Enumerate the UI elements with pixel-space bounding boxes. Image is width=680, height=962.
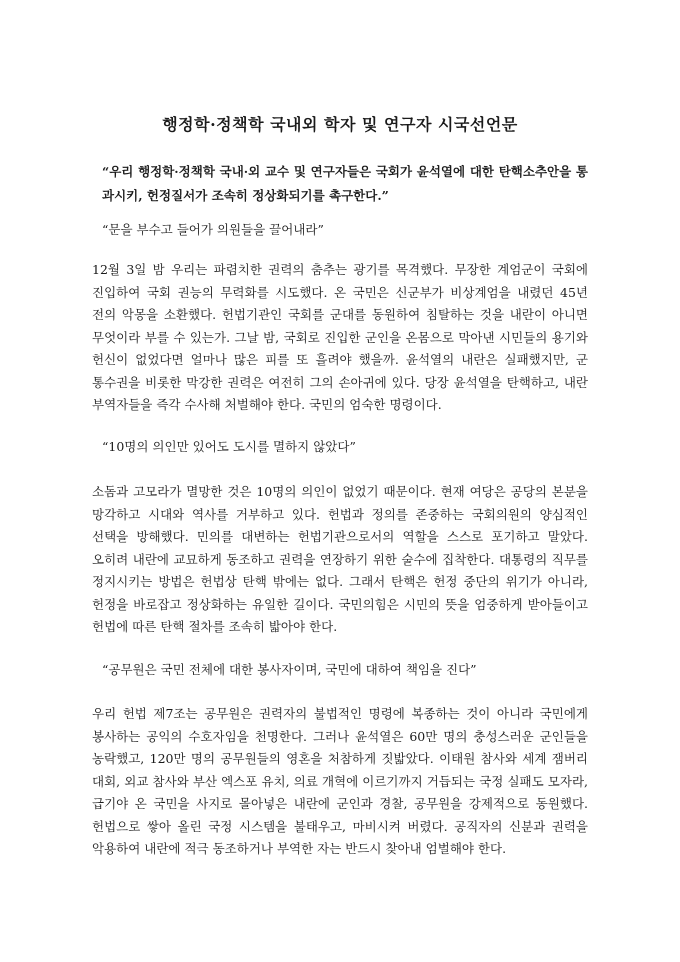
document-title: 행정학·정책학 국내외 학자 및 연구자 시국선언문 (162, 115, 518, 134)
section-3-subtitle: “공무원은 국민 전체에 대한 봉사자이며, 국민에 대하여 책임을 진다” (102, 662, 477, 677)
section-3-body: 우리 헌법 제7조는 공무원은 권력자의 불법적인 명령에 복종하는 것이 아니라 국민에게 봉사하는 공익의 수호자임을 천명한다. 그러나 윤석열은 60만 명의 충성스러운 군인들을 농락했고, 120만 명의 공무원들의 영혼을 처참하게 짓밟았다. 이태원 참사와 세계 잼버리 대회, 외교 참사와 부산 엑스포 유치, 의료 개혁에 이르기까지 거듭되는 국정 실패도 모자라, 급기야 온 국민을 사지로 몰아넣은 내란에 군인과 경찰, 공무원을 강제적으로 동원했다. 헌법으로 쌓아 올린 국정 시스템을 불태우고, 마비시켜 버렸다. 공직자의 신분과 권력을 악용하여 내란에 적극 동조하거나 부역한 자는 반드시 찾아내 엄벌해야 한다. (92, 706, 588, 856)
section-1-body: 12월 3일 밤 우리는 파렴치한 권력의 춤추는 광기를 목격했다. 무장한 계엄군이 국회에 진입하여 국회 권능의 무력화를 시도했다. 온 국민은 신군부가 비상계엄을 내렸던 45년 전의 악몽을 소환했다. 헌법기관인 국회를 군대를 동원하여 침탈하는 것을 내란이 아니면 무엇이라 부를 수 있는가. 그날 밤, 국회로 진입한 군인을 온몸으로 막아낸 시민들의 용기와 헌신이 없었다면 얼마나 많은 피를 또 흘려야 했을까. 윤석열의 내란은 실패했지만, 군 통수권을 비롯한 막강한 권력은 여전히 그의 손아귀에 있다. 당장 윤석열을 탄핵하고, 내란 부역자들을 즉각 수사해 처벌해야 한다. 국민의 엄숙한 명령이다. (92, 262, 588, 412)
section-2-subtitle: “10명의 의인만 있어도 도시를 멸하지 않았다” (102, 439, 356, 454)
lead-statement: “우리 행정학·정책학 국내·외 교수 및 연구자들은 국회가 윤석열에 대한 탄핵소추안을 통과시키, 헌정질서가 조속히 정상화되기를 촉구한다.” (102, 164, 588, 203)
section-2-body: 소돔과 고모라가 멸망한 것은 10명의 의인이 없었기 때문이다. 현재 여당은 공당의 본분을 망각하고 시대와 역사를 거부하고 있다. 헌법과 정의를 존중하는 국회의원의 양심적인 선택을 방해했다. 민의를 대변하는 헌법기관으로서의 역할을 스스로 포기하고 말았다. 오히려 내란에 교묘하게 동조하고 권력을 연장하기 위한 술수에 집착한다. 대통령의 직무를 정지시키는 방법은 헌법상 탄핵 밖에는 없다. 그래서 탄핵은 헌정 중단의 위기가 아니라, 헌정을 바로잡고 정상화하는 유일한 길이다. 국민의힘은 시민의 뜻을 엄중하게 받아들이고 헌법에 따른 탄핵 절차를 조속히 밟아야 한다. (92, 484, 588, 634)
section-1-subtitle: “문을 부수고 들어가 의원들을 끌어내라” (102, 222, 324, 237)
